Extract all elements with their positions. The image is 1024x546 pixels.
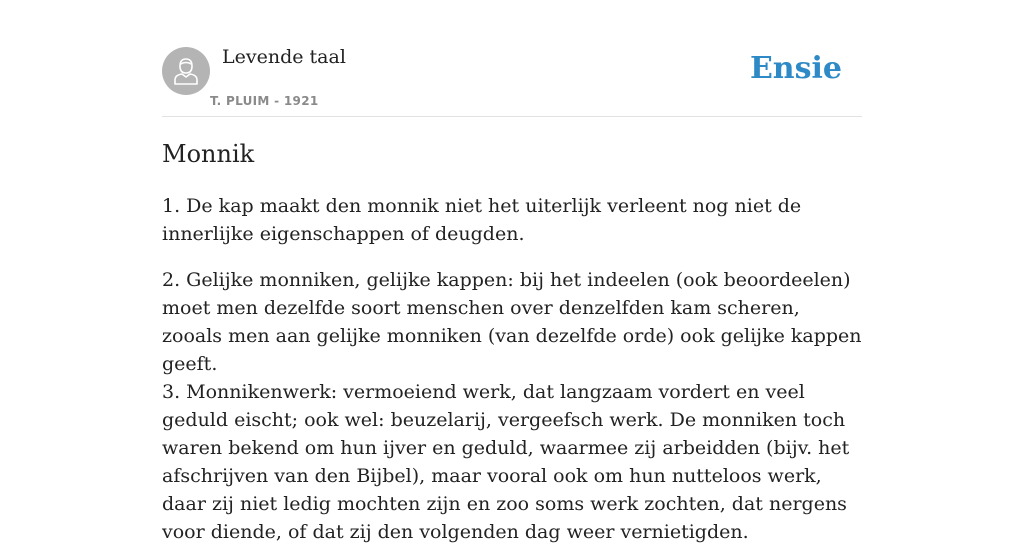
user-avatar-icon <box>162 47 210 95</box>
brand-logo[interactable]: Ensie <box>749 51 842 86</box>
author-line: T. PLUIM - 1921 <box>210 94 319 108</box>
entry-paragraph-2: 2. Gelijke monniken, gelijke kappen: bij het indeelen (ook beoordeelen) moet men dezelfde soort menschen over denzelfden kam scheren, zooals men aan gelijke monniken (van dezelfde orde) ook gelijke kappen geeft. 3. Monnikenwerk: vermoeiend werk, dat langzaam vordert en veel geduld eischt; ook wel: beuzelarij, vergeefsch werk. De monniken toch waren bekend om hun ijver en geduld, waarmee zij arbeidden (bijv. het afschrijven van den Bijbel), maar vooral ook om hun nutteloos werk, daar zij niet ledig mochten zijn en zoo soms werk zochten, dat nergens voor diende, of dat zij den volgenden dag weer vernietigden. <box>162 269 862 543</box>
entry-content <box>162 136 862 546</box>
book-title[interactable]: Levende taal <box>222 46 346 68</box>
entry-title: Monnik <box>162 140 255 168</box>
entry-paragraph-1: 1. De kap maakt den monnik niet het uiterlijk verleent nog niet de innerlijke eigenschappen of deugden. <box>162 195 802 245</box>
header <box>162 0 862 117</box>
